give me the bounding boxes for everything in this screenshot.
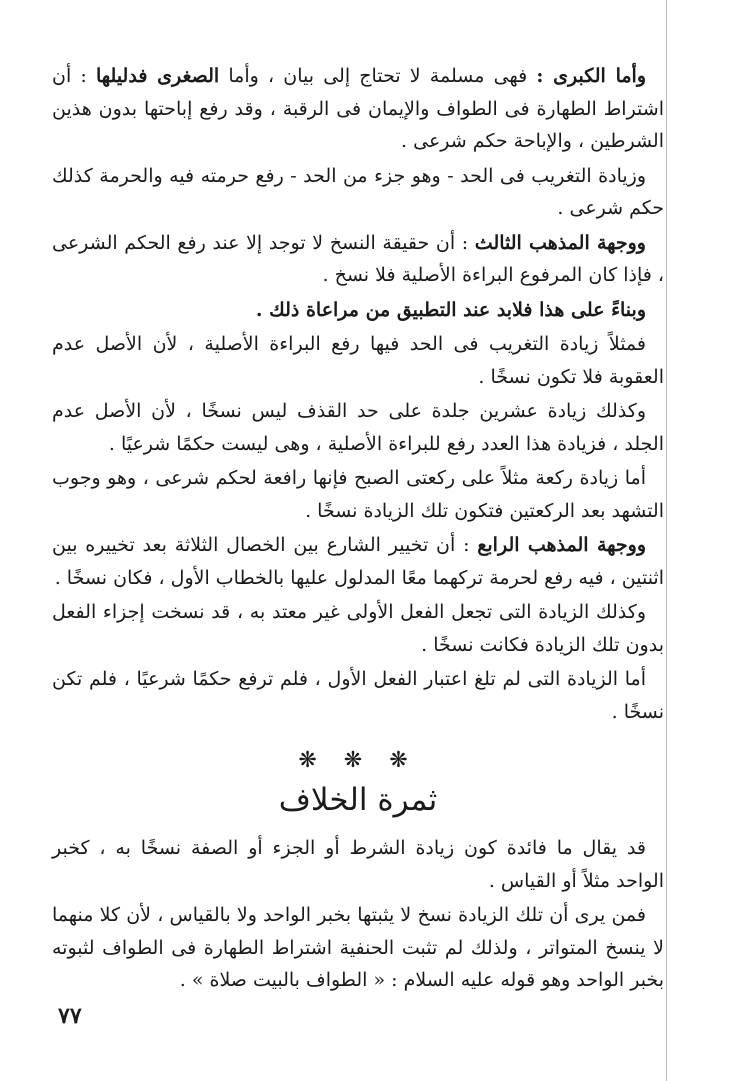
paragraph-question	[52, 832, 664, 897]
paragraph-third-school	[52, 227, 664, 292]
paragraph-answer	[52, 899, 664, 997]
paragraph-application-note	[52, 294, 664, 327]
paragraph-text: وكذلك زيادة عشرين جلدة على حد القذف ليس نسخًا ، لأن الأصل عدم الجلد ، فزيادة هذا العدد رفع للبراءة الأصلية ، وهى ليست حكمًا شرعيًا .	[52, 400, 664, 455]
paragraph-text: أما زيادة ركعة مثلاً على ركعتى الصبح فإنها رافعة لحكم شرعى ، وهو وجوب التشهد بعد الركعتين فتكون تلك الزيادة نسخًا .	[52, 467, 664, 522]
page-number: ٧٧	[58, 1003, 82, 1029]
paragraph-lead: ووجهة المذهب الثالث	[474, 231, 646, 254]
paragraph-bold-mid: الصغرى فدليلها	[95, 65, 220, 87]
paragraph-kubra	[52, 60, 664, 158]
page-content	[52, 60, 664, 999]
paragraph-text: وكذلك الزيادة التى تجعل الفعل الأولى غير معتد به ، قد نسخت إجزاء الفعل بدون تلك الزيادة فكانت نسخًا .	[52, 601, 664, 656]
paragraph-text: وزيادة التغريب فى الحد - وهو جزء من الحد - رفع حرمته فيه والحرمة كذلك حكم شرعى .	[52, 164, 664, 219]
paragraph-taghrib	[52, 160, 664, 225]
paragraph-text: فمن يرى أن تلك الزيادة نسخ لا يثبتها بخبر الواحد ولا بالقياس ، لأن كلا منهما لا ينسخ المتواتر ، ولذلك لم تثبت الحنفية اشتراط الطهارة فى الطواف لثبوته بخبر الواحد وهو قوله عليه السلام : « الطواف بالبيت صلاة » .	[52, 904, 664, 991]
paragraph-text: قد يقال ما فائدة كون زيادة الشرط أو الجزء أو الصفة نسخًا به ، كخبر الواحد مثلاً أو القياس .	[52, 837, 664, 892]
paragraph-text: : أن تخيير الشارع بين الخصال الثلاثة بعد تخييره بين اثنتين ، فيه رفع لحرمة تركهما معًا المدلول عليها بالخطاب الأول ، فكان نسخًا .	[52, 534, 664, 589]
paragraph-text: فمثلاً زيادة التغريب فى الحد فيها رفع البراءة الأصلية ، لأن الأصل عدم العقوبة فلا تكون نسخًا .	[52, 333, 664, 388]
paragraph-text: : أن حقيقة النسخ لا توجد إلا عند رفع الحكم الشرعى ، فإذا كان المرفوع البراءة الأصلية فلا نسخ .	[52, 231, 664, 286]
paragraph-non-invalidating-addition	[52, 663, 664, 728]
paragraph-fourth-school	[52, 529, 664, 594]
paragraph-text-2: : أن اشتراط الطهارة فى الطواف والإيمان فى الرقبة ، وقد رفع إباحتها بدون هذين الشرطين ، والإباحة حكم شرعى .	[52, 65, 664, 152]
paragraph-example-taghrib	[52, 328, 664, 393]
paragraph-lead: ووجهة المذهب الرابع	[477, 534, 646, 556]
paragraph-lead: وبناءً على هذا فلابد عند التطبيق من مراعاة ذلك .	[255, 298, 646, 321]
paragraph-text: فهى مسلمة لا تحتاج إلى بيان ، وأما	[219, 65, 537, 87]
paragraph-text: أما الزيادة التى لم تلغ اعتبار الفعل الأول ، فلم ترفع حكمًا شرعيًا ، فلم تكن نسخًا .	[52, 668, 664, 723]
section-separator: ❋ ❋ ❋	[298, 748, 418, 773]
paragraph-example-qadhf	[52, 395, 664, 460]
page-edge-line	[666, 0, 667, 1081]
paragraph-invalidating-addition	[52, 596, 664, 661]
paragraph-lead: وأما الكبرى :	[536, 65, 646, 87]
paragraph-example-rakah	[52, 462, 664, 527]
section-title: ثمرة الخلاف	[278, 782, 438, 818]
